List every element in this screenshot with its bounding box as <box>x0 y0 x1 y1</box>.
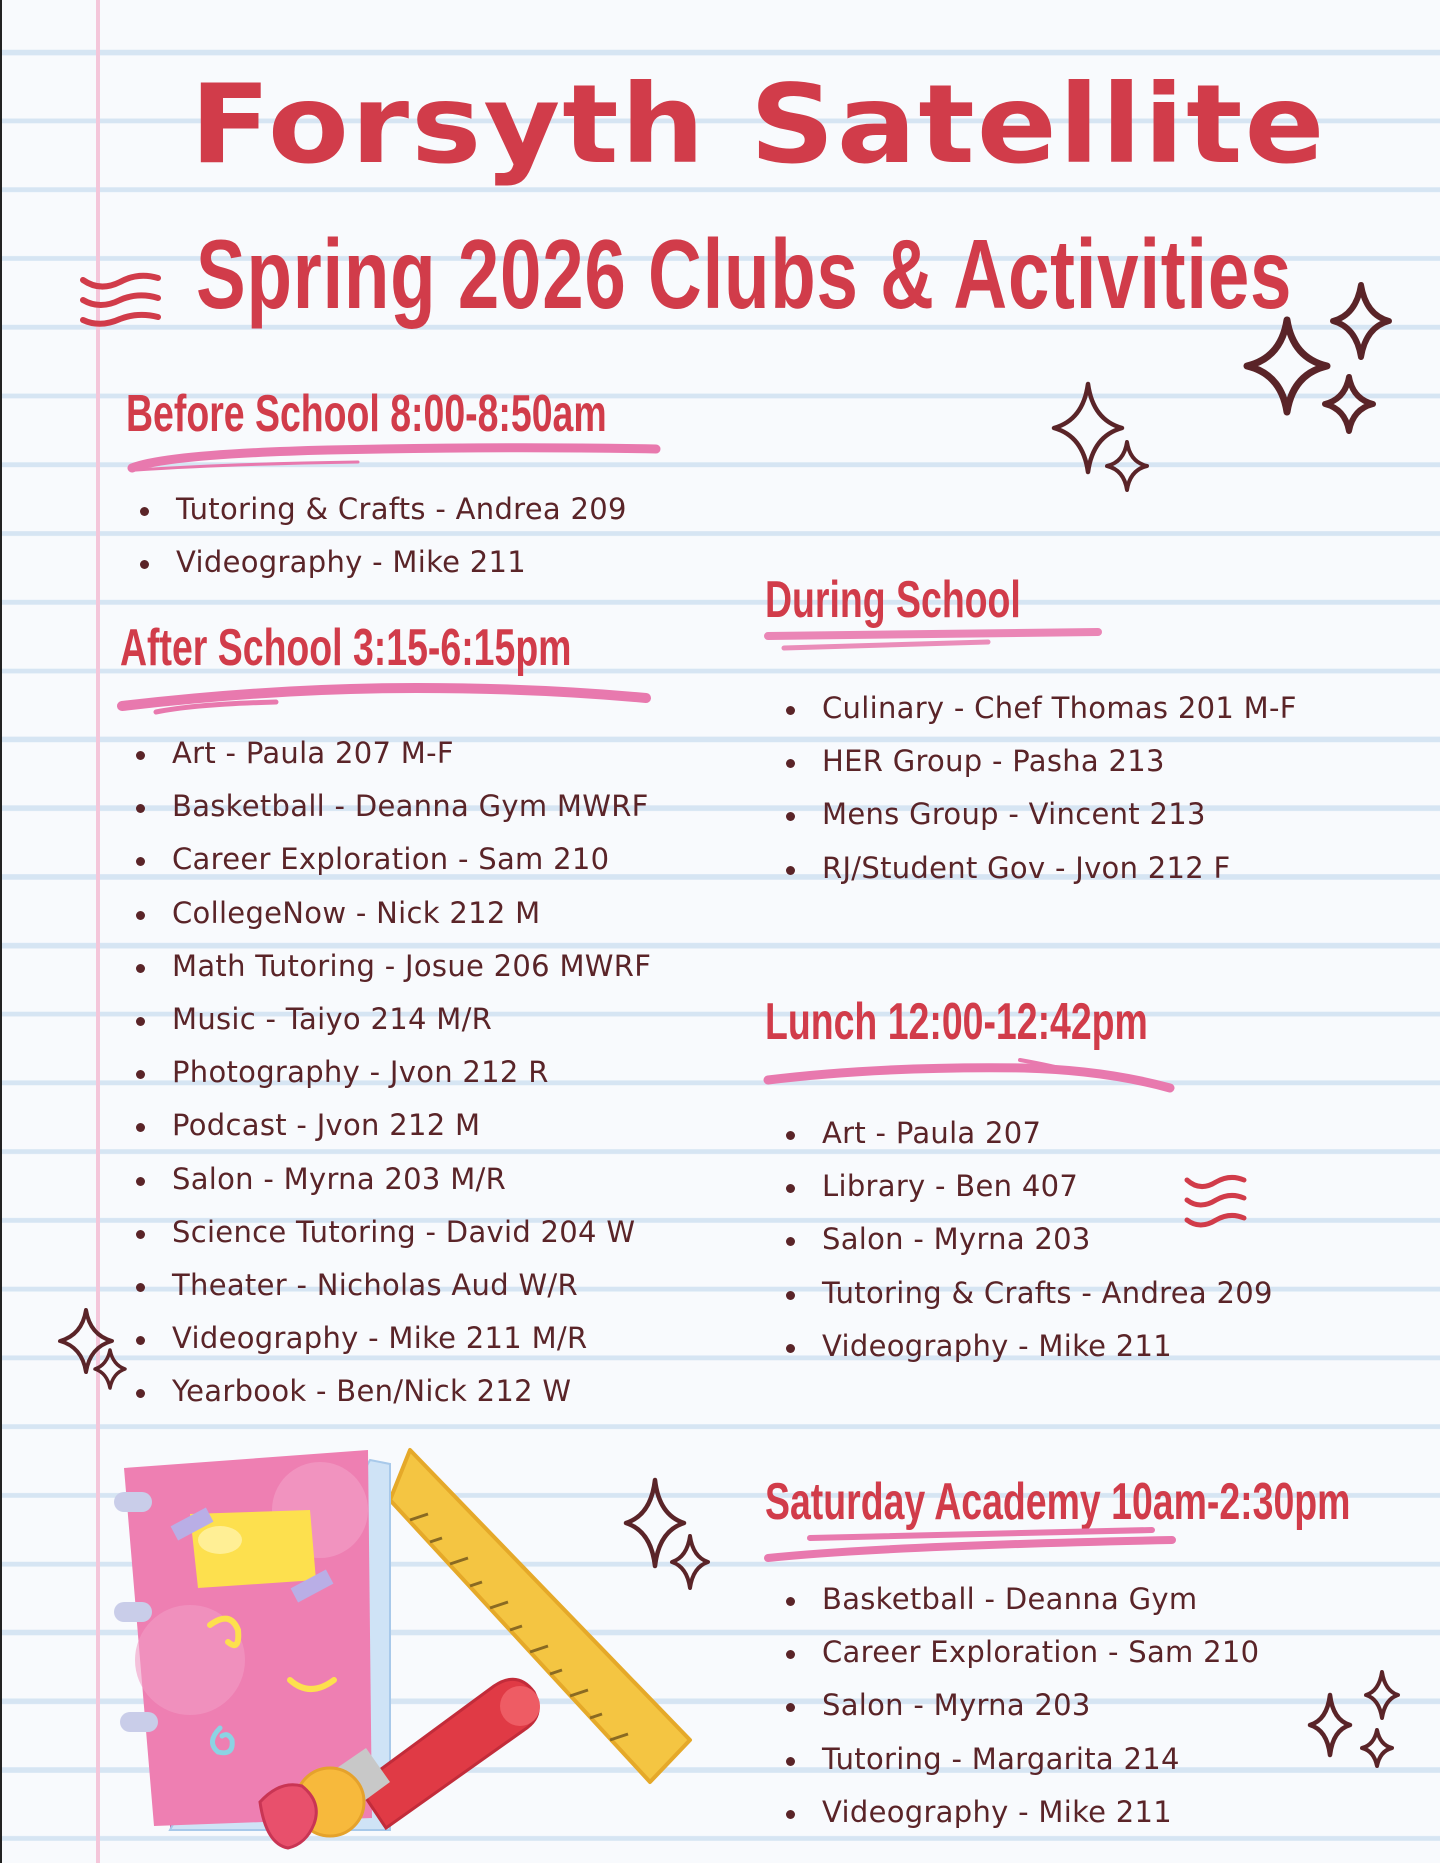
list-item: Theater - Nicholas Aud W/R <box>136 1259 651 1312</box>
list-item: CollegeNow - Nick 212 M <box>136 887 651 940</box>
sparkle-icon <box>1360 1728 1394 1768</box>
list-item: Tutoring & Crafts - Andrea 209 <box>786 1267 1273 1320</box>
list-item: Photography - Jvon 212 R <box>136 1046 651 1099</box>
list-item: Science Tutoring - David 204 W <box>136 1206 651 1259</box>
underline-stroke <box>128 440 668 474</box>
before-school-list <box>140 483 627 589</box>
list-item: Tutoring & Crafts - Andrea 209 <box>140 483 627 536</box>
list-item: HER Group - Pasha 213 <box>786 735 1297 788</box>
underline-stroke <box>116 676 656 716</box>
list-item: Yearbook - Ben/Nick 212 W <box>136 1365 651 1418</box>
list-item: Career Exploration - Sam 210 <box>786 1626 1259 1679</box>
section-heading-saturday-academy: Saturday Academy 10am-2:30pm <box>765 1473 1351 1531</box>
section-heading-during-school: During School <box>765 571 1021 629</box>
list-item: Mens Group - Vincent 213 <box>786 788 1297 841</box>
sparkle-icon <box>1364 1670 1400 1720</box>
list-item: Art - Paula 207 M-F <box>136 727 651 780</box>
sparkle-icon <box>1324 375 1374 433</box>
list-item: Art - Paula 207 <box>786 1107 1273 1160</box>
underline-stroke <box>764 628 1104 654</box>
after-school-list <box>136 727 651 1418</box>
section-heading-before-school: Before School 8:00-8:50am <box>126 385 607 443</box>
underline-stroke <box>762 1524 1182 1564</box>
list-item: Salon - Myrna 203 M/R <box>136 1153 651 1206</box>
list-item: Videography - Mike 211 <box>786 1320 1273 1373</box>
sparkle-icon <box>1245 318 1329 414</box>
list-item: Basketball - Deanna Gym <box>786 1573 1259 1626</box>
list-item: Library - Ben 407 <box>786 1160 1273 1213</box>
list-item: RJ/Student Gov - Jvon 212 F <box>786 842 1297 895</box>
list-item: Videography - Mike 211 <box>140 536 627 589</box>
saturday-academy-list <box>786 1573 1259 1839</box>
list-item: Tutoring - Margarita 214 <box>786 1733 1259 1786</box>
list-item: Music - Taiyo 214 M/R <box>136 993 651 1046</box>
list-item: Salon - Myrna 203 <box>786 1213 1273 1266</box>
list-item: Basketball - Deanna Gym MWRF <box>136 780 651 833</box>
list-item: Videography - Mike 211 M/R <box>136 1312 651 1365</box>
underline-stroke <box>764 1046 1176 1094</box>
section-heading-lunch: Lunch 12:00-12:42pm <box>765 993 1148 1051</box>
sparkle-icon <box>1106 440 1148 492</box>
list-item: Videography - Mike 211 <box>786 1786 1259 1839</box>
list-item: Culinary - Chef Thomas 201 M-F <box>786 682 1297 735</box>
sparkle-icon <box>1332 283 1390 359</box>
wave-icon <box>80 270 162 326</box>
sparkle-icon <box>93 1348 127 1390</box>
page-edge <box>0 0 2 1863</box>
list-item: Podcast - Jvon 212 M <box>136 1099 651 1152</box>
lunch-list <box>786 1107 1273 1373</box>
list-item: Career Exploration - Sam 210 <box>136 833 651 886</box>
during-school-list <box>786 682 1297 895</box>
wave-icon <box>1184 1172 1248 1232</box>
section-heading-after-school: After School 3:15-6:15pm <box>120 619 572 677</box>
page-title: Forsyth Satellite <box>190 60 1327 188</box>
page-subtitle: Spring 2026 Clubs & Activities <box>196 219 1293 329</box>
school-supplies-illustration <box>110 1430 710 1860</box>
list-item: Salon - Myrna 203 <box>786 1679 1259 1732</box>
sparkle-icon <box>1308 1693 1352 1757</box>
list-item: Math Tutoring - Josue 206 MWRF <box>136 940 651 993</box>
